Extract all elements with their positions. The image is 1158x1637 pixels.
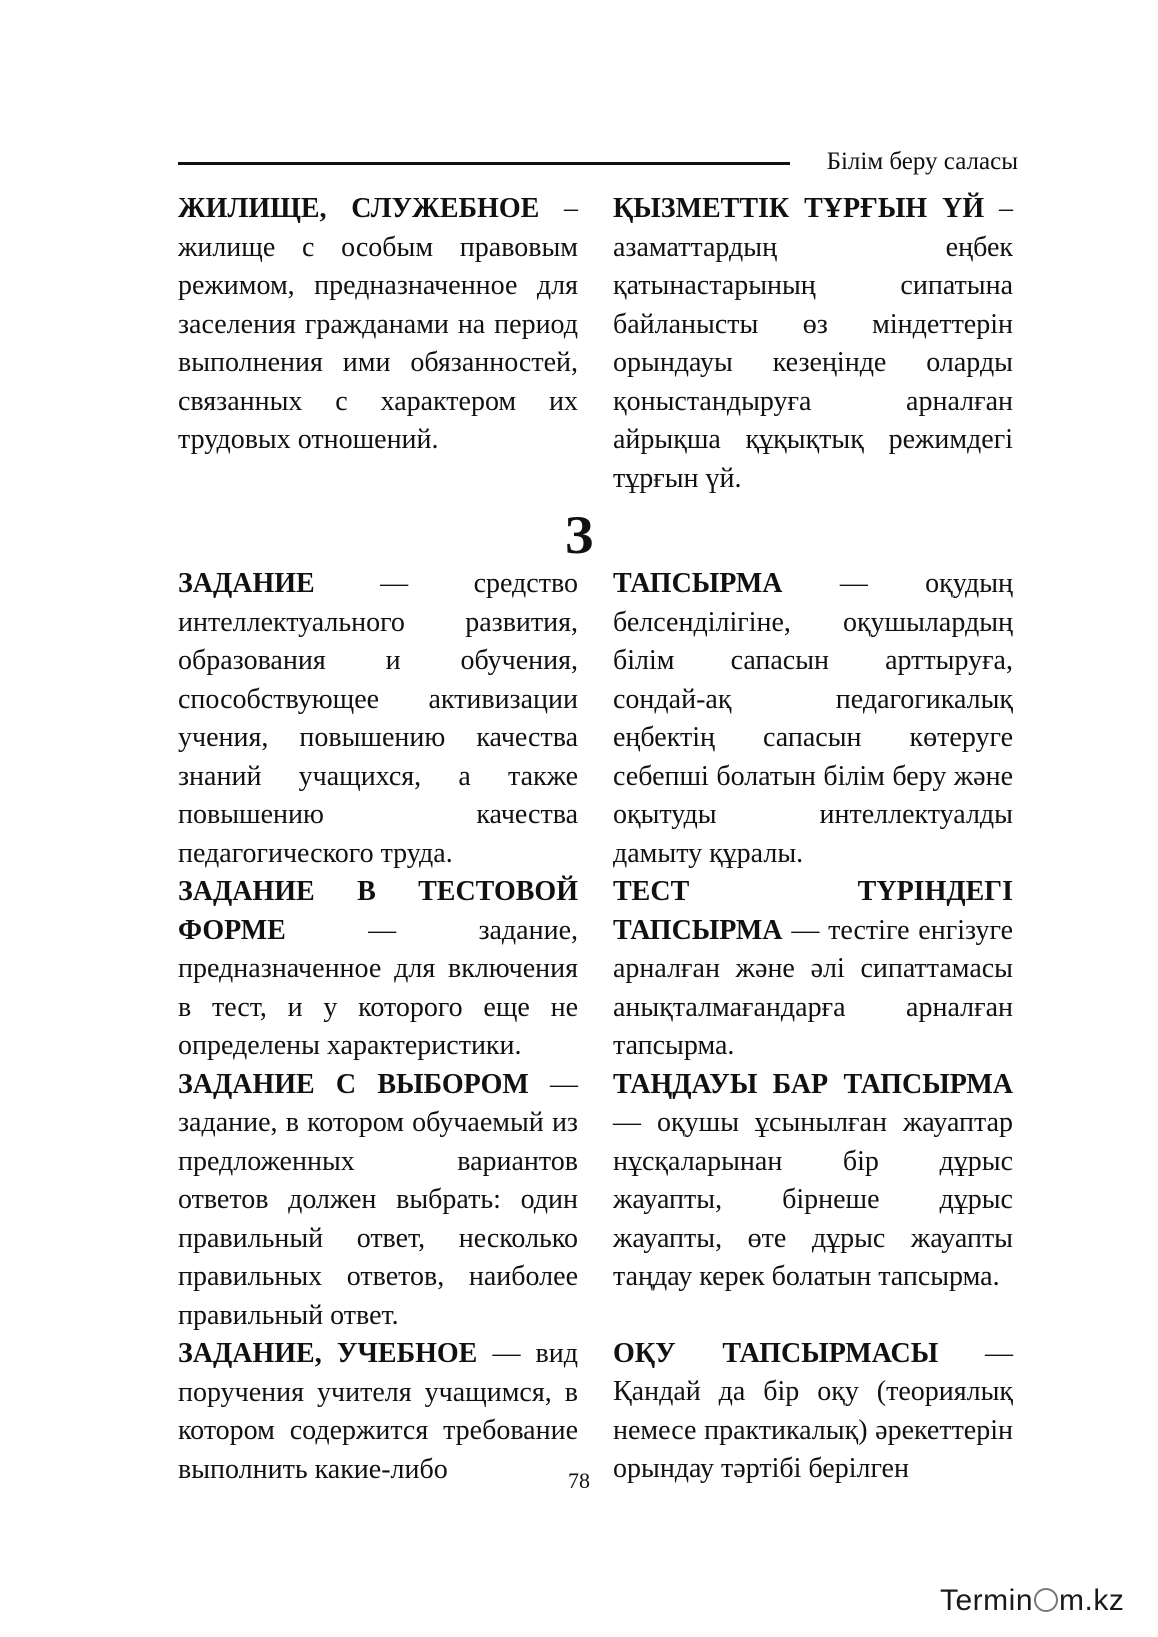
- entry-text: — вид поручения учителя учащимся, в котором содержится требование выполнить какие-либо: [178, 1338, 578, 1485]
- header-rule: [178, 162, 790, 165]
- entry-text: — задание, предназначенное для включения в тест, и у которого еще не определены характеристики.: [178, 914, 578, 1061]
- entry-term: ЗАДАНИЕ С ВЫБОРОМ: [178, 1068, 529, 1100]
- entry-term: ҚЫЗМЕТТІК ТҰРҒЫН ҮЙ: [613, 193, 985, 224]
- running-header: [178, 145, 1018, 179]
- magnifier-icon: [1034, 1588, 1058, 1612]
- entry: [178, 565, 578, 873]
- entry-text: – жилище с особым правовым режимом, предназначенное для заселения гражданами на период выполнения ими обязанностей, связанных с характером их трудовых отношений.: [178, 193, 579, 455]
- entry: [613, 873, 1013, 1066]
- entry: [178, 1066, 578, 1336]
- right-column: [613, 565, 1013, 1489]
- entry: [613, 190, 1013, 498]
- entry-term: ЖИЛИЩЕ, СЛУЖЕБНОЕ: [178, 193, 540, 224]
- watermark-logo: [940, 1584, 1124, 1618]
- entry-text: — тестіге енгізуге арналған және әлі сипаттамасы анықталмағандарға арналған тапсырма.: [613, 914, 1013, 1061]
- page-number: 78: [568, 1468, 590, 1493]
- entry-term: ТЕСТ ТҮРІНДЕГІ ТАПСЫРМА: [613, 876, 1013, 946]
- top-left-entry: [178, 190, 578, 460]
- entry-term: ЗАДАНИЕ, УЧЕБНОЕ: [178, 1338, 478, 1369]
- entry-term: ТАҢДАУЫ БАР ТАПСЫРМА: [613, 1068, 1013, 1100]
- entry-term: ОҚУ ТАПСЫРМАСЫ: [613, 1337, 939, 1369]
- entry: [178, 190, 578, 460]
- entry: [178, 873, 578, 1066]
- top-right-entry: [613, 190, 1013, 498]
- entry-text: – азаматтардың еңбек қатынастарының сипатына байланысты өз міндеттерін орындауы кезеңінде оларды қоныстандыруға арналған айрықша құқықтық режимдегі тұрғын үй.: [613, 193, 1013, 494]
- entry-term: ЗАДАНИЕ В ТЕСТОВОЙ ФОРМЕ: [178, 876, 578, 946]
- watermark-suffix: m.kz: [1059, 1584, 1125, 1617]
- entry-term: ТАПСЫРМА: [613, 568, 783, 599]
- entry-text: — задание, в котором обучаемый из предложенных вариантов ответов должен выбрать: один правильный ответ, несколько правильных ответов, наиболее правильный ответ.: [178, 1068, 579, 1331]
- entry-text: — средство интеллектуального развития, образования и обучения, способствующее активизации учения, повышению качества знаний учащихся, а также повышению качества педагогического труда.: [178, 568, 578, 869]
- entry-text: — оқудың белсенділігіне, оқушылардың білім сапасын арттыруға, сондай-ақ педагогикалық еңбектің сапасын көтеруге себепші болатын білім беру және оқытуды интеллектуалды дамыту құралы.: [613, 568, 1013, 869]
- entry: [613, 565, 1013, 873]
- watermark-prefix: Termin: [940, 1584, 1034, 1617]
- entry: [613, 1335, 1013, 1489]
- entry: [178, 1335, 578, 1489]
- header-title: Білім беру саласы: [826, 148, 1018, 175]
- section-letter: З: [564, 505, 594, 565]
- entry-term: ЗАДАНИЕ: [178, 568, 315, 599]
- left-column: [178, 565, 578, 1489]
- entry: [613, 1066, 1013, 1297]
- entry-text: — оқушы ұсынылған жауаптар нұсқаларынан бір дұрыс жауапты, бірнеше дұрыс жауапты, өте дұрыс жауапты таңдау керек болатын тапсырма.: [613, 1107, 1013, 1292]
- entry-text: — Қандай да бір оқу (теориялық немесе практикалық) әрекеттерін орындау тәртібі берілген: [613, 1337, 1013, 1484]
